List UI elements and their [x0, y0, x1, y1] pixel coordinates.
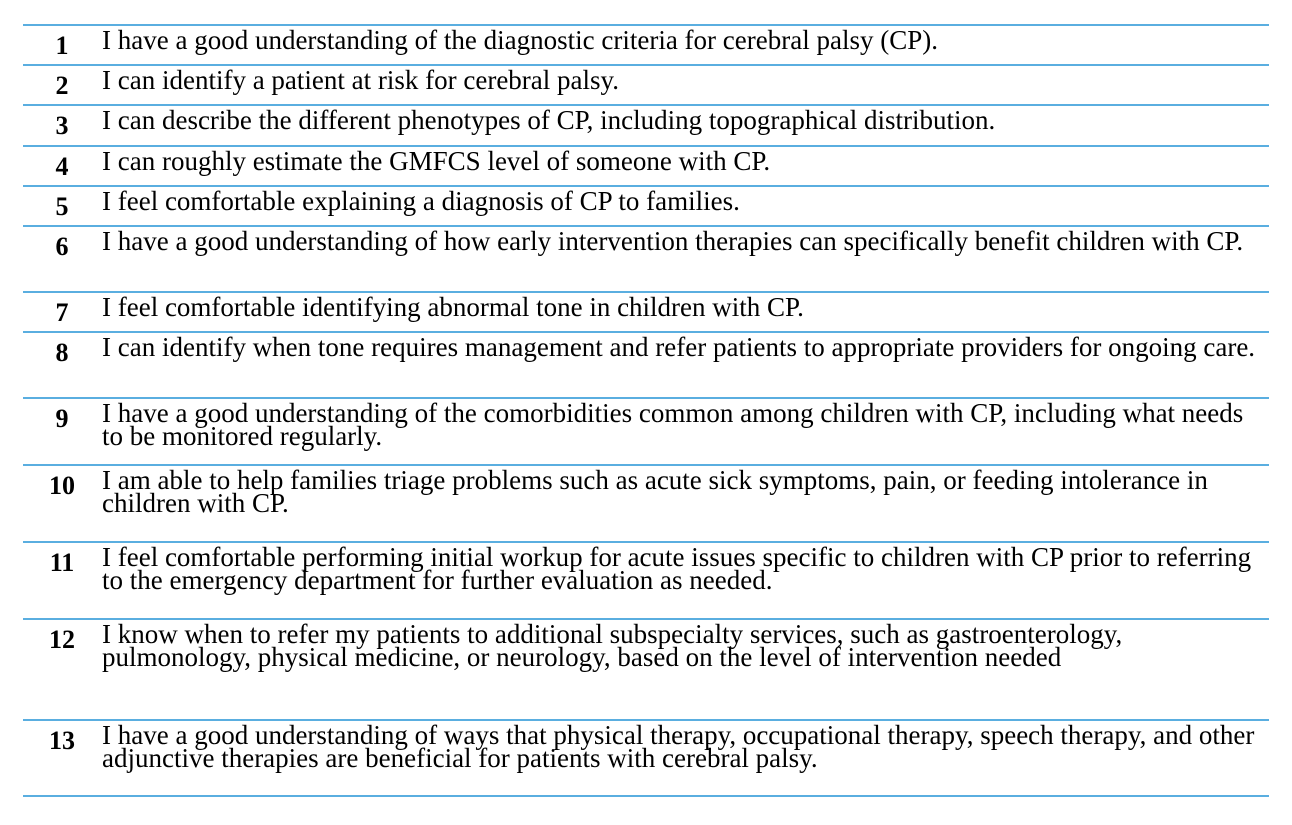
item-number: 1 [55, 31, 69, 60]
item-number: 11 [49, 548, 75, 577]
table-row [23, 64, 1269, 104]
item-number: 2 [55, 71, 69, 100]
table-row [23, 291, 1269, 331]
item-statement: I have a good understanding of how early intervention therapies can specifically benefit children with CP. [102, 226, 1244, 256]
item-statement: I feel comfortable performing initial workup for acute issues specific to children with CP prior to referring to the emergency department for further evaluation as needed. [102, 542, 1252, 595]
table-row [23, 24, 1269, 64]
item-statement: I can describe the different phenotypes of CP, including topographical distribution. [102, 105, 996, 135]
item-statement: I feel comfortable explaining a diagnosis of CP to families. [102, 186, 740, 216]
item-statement: I can identify a patient at risk for cerebral palsy. [102, 65, 620, 95]
item-number: 3 [55, 111, 69, 140]
table-row [23, 397, 1269, 464]
table-row [23, 618, 1269, 719]
survey-statements-table [23, 24, 1269, 797]
table-row [23, 225, 1269, 291]
table-row [23, 185, 1269, 225]
table-row [23, 104, 1269, 145]
item-statement: I have a good understanding of ways that physical therapy, occupational therapy, speech therapy, and other adjunctive therapies are beneficial for patients with cerebral palsy. [102, 720, 1255, 773]
item-statement: I can identify when tone requires management and refer patients to appropriate providers for ongoing care. [102, 332, 1256, 362]
table-row [23, 464, 1269, 541]
item-statement: I am able to help families triage problems such as acute sick symptoms, pain, or feeding intolerance in children with CP. [102, 465, 1208, 518]
item-number: 8 [55, 338, 69, 367]
item-number: 10 [49, 471, 75, 500]
item-statement: I feel comfortable identifying abnormal tone in children with CP. [102, 292, 804, 322]
item-number: 5 [55, 192, 69, 221]
table-row [23, 719, 1269, 797]
item-number: 12 [49, 625, 75, 654]
item-number: 4 [55, 152, 69, 181]
table-row [23, 331, 1269, 397]
table-row [23, 145, 1269, 185]
item-statement: I have a good understanding of the comorbidities common among children with CP, including what needs to be monitored regularly. [102, 398, 1244, 451]
item-statement: I can roughly estimate the GMFCS level of someone with CP. [102, 146, 771, 176]
item-number: 7 [55, 298, 69, 327]
item-number: 9 [55, 404, 69, 433]
table-row [23, 541, 1269, 618]
item-number: 13 [49, 726, 75, 755]
item-number: 6 [55, 232, 69, 261]
item-statement: I have a good understanding of the diagnostic criteria for cerebral palsy (CP). [102, 25, 938, 55]
item-statement: I know when to refer my patients to additional subspecialty services, such as gastroenterology, pulmonology, physical medicine, or neurology, based on the level of intervention needed [102, 619, 1123, 672]
